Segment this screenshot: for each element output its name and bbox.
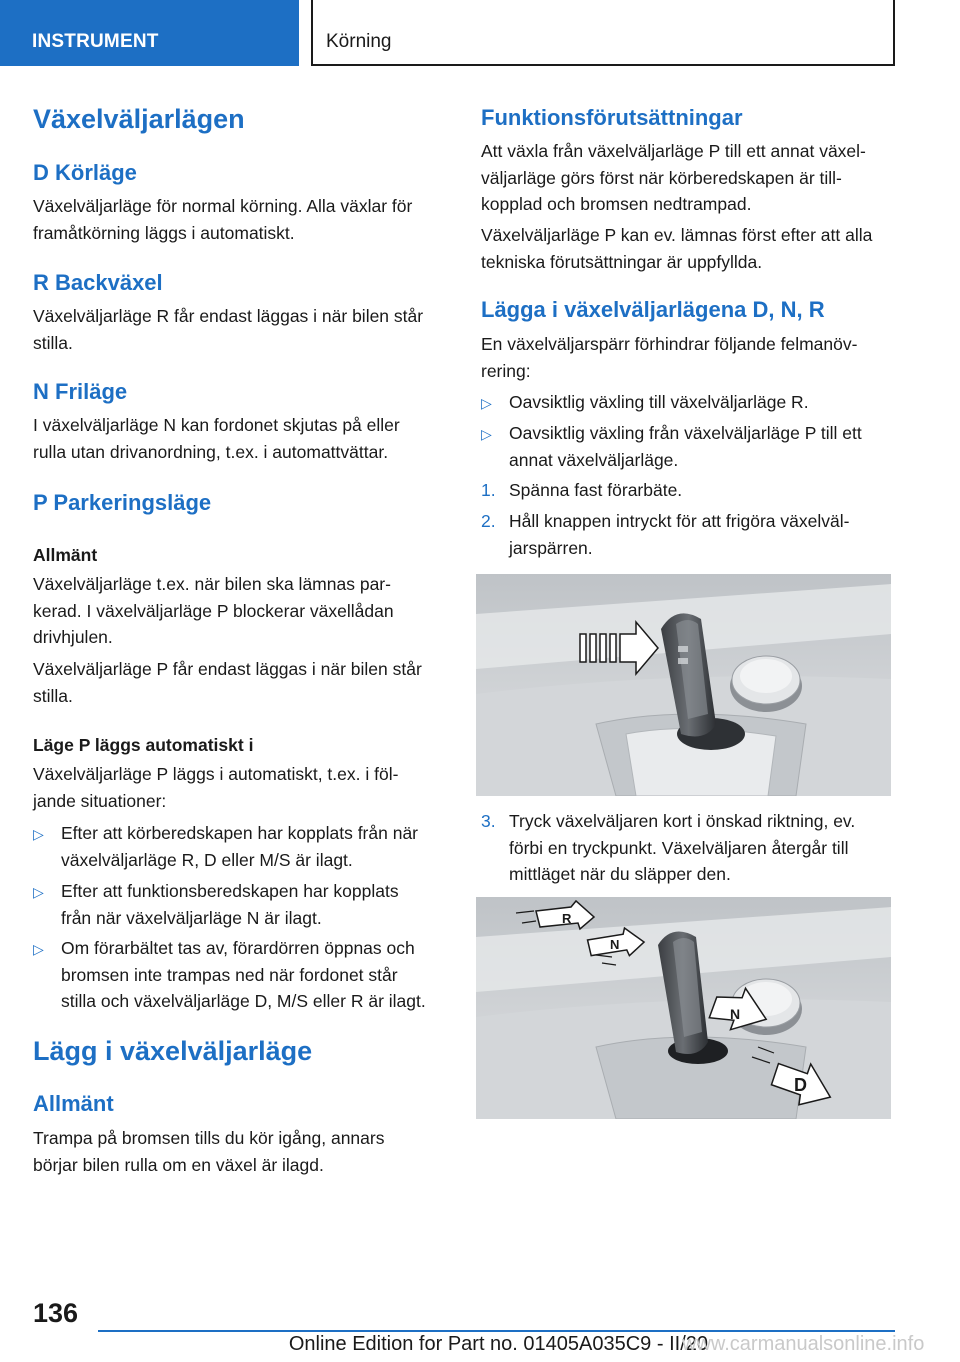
text-line: En växelväljarspärr förhindrar följande felmanöv- bbox=[481, 334, 858, 354]
paragraph-park-general-1 bbox=[33, 571, 394, 651]
text-line: väljarläge görs först när körberedskapen är till- bbox=[481, 167, 842, 188]
arrow-label-r: R bbox=[562, 911, 572, 926]
paragraph-r-reverse bbox=[33, 303, 423, 356]
watermark: www.carmanualsonline.info bbox=[682, 1333, 925, 1355]
subheading-park-auto: Läge P läggs automatiskt i bbox=[33, 735, 254, 755]
text-line: från när växelväljarläge N är ilagt. bbox=[61, 907, 322, 928]
figure-gear-selector-directions bbox=[476, 897, 891, 1119]
text-line: Efter att körberedskapen har kopplats från när bbox=[61, 823, 419, 843]
section-tab bbox=[0, 0, 299, 66]
paragraph-engage bbox=[33, 1125, 384, 1178]
text-line: annat växelväljarläge. bbox=[509, 449, 679, 470]
text-line: Växelväljarläge P kan ev. lämnas först efter att alla bbox=[481, 225, 873, 245]
arrow-label-d: D bbox=[794, 1075, 807, 1095]
text-line: mittläget när du släpper den. bbox=[509, 864, 731, 884]
gear-directions-illustration bbox=[476, 897, 891, 1119]
text-line: I växelväljarläge N kan fordonet skjutas på eller bbox=[33, 415, 400, 435]
text-line: Tryck växelväljaren kort i önskad riktning, ev. bbox=[509, 811, 856, 831]
text-line: bromsen inte trampas ned när fordonet står bbox=[61, 964, 398, 985]
text-line: rering: bbox=[481, 360, 531, 381]
section-label: INSTRUMENT bbox=[32, 31, 159, 52]
arrow-label-n-side: N bbox=[730, 1006, 741, 1022]
text-line: Om förarbältet tas av, förardörren öppnas och bbox=[61, 938, 415, 958]
text-line: stilla och växelväljarläge D, M/S eller R är ilagt. bbox=[61, 991, 426, 1011]
text-line: stilla. bbox=[33, 332, 73, 353]
footer-divider bbox=[98, 1330, 895, 1332]
bullet-triangle-icon: ▷ bbox=[33, 884, 44, 900]
text-line: Trampa på bromsen tills du kör igång, annars bbox=[33, 1128, 385, 1148]
page-number: 136 bbox=[33, 1298, 79, 1328]
text-line: stilla. bbox=[33, 685, 73, 706]
paragraph-n-neutral bbox=[33, 412, 400, 465]
page-header bbox=[0, 0, 960, 66]
arrow-label-n-top: N bbox=[610, 937, 620, 952]
figure-gear-selector-unlock bbox=[476, 574, 891, 796]
heading-p-park: P Parkeringsläge bbox=[33, 490, 212, 515]
text-line: Oavsiktlig växling till växelväljarläge R. bbox=[509, 392, 809, 412]
bullet-triangle-icon: ▷ bbox=[481, 426, 492, 442]
bullet-triangle-icon: ▷ bbox=[33, 941, 44, 957]
text-line: framåtkörning läggs i automatiskt. bbox=[33, 222, 295, 243]
text-line: Efter att funktionsberedskapen har kopplats bbox=[61, 881, 399, 901]
text-line: Spänna fast förarbäte. bbox=[509, 480, 683, 500]
subheading-general-park: Allmänt bbox=[33, 545, 98, 565]
text-line: jande situationer: bbox=[33, 790, 167, 811]
heading-r-reverse: R Backväxel bbox=[33, 270, 163, 295]
heading-general-engage: Allmänt bbox=[33, 1091, 114, 1116]
text-line: jarspärren. bbox=[509, 537, 593, 558]
text-line: förbi en tryckpunkt. Växelväljaren återgår till bbox=[509, 837, 849, 858]
text-line: Växelväljarläge P läggs i automatiskt, t.ex. i föl- bbox=[33, 764, 399, 784]
paragraph-d-drive bbox=[33, 193, 412, 246]
heading-n-neutral: N Friläge bbox=[33, 379, 128, 404]
gear-selector-illustration bbox=[476, 574, 891, 796]
edition-label: Online Edition for Part no. 01405A035C9 - II/20 bbox=[288, 1333, 708, 1355]
step-number: 2. bbox=[481, 511, 496, 531]
bullet-triangle-icon: ▷ bbox=[33, 826, 44, 842]
step-number: 3. bbox=[481, 811, 496, 831]
text-line: Att växla från växelväljarläge P till ett annat växel- bbox=[481, 141, 866, 161]
text-line: kerad. I växelväljarläge P blockerar växellådan bbox=[33, 600, 394, 621]
text-line: rulla utan drivanordning, t.ex. i automattvättar. bbox=[33, 441, 389, 462]
text-line: Växelväljarläge för normal körning. Alla växlar för bbox=[33, 196, 413, 216]
paragraph-dnr bbox=[481, 331, 857, 384]
text-line: börjar bilen rulla om en växel är ilagd. bbox=[33, 1154, 324, 1175]
section-title-engage-gear: Lägg i växelväljarläge bbox=[33, 1036, 313, 1066]
text-line: drivhjulen. bbox=[33, 627, 113, 647]
text-line: kopplad och bromsen nedtrampad. bbox=[481, 194, 752, 214]
text-line: Håll knappen intryckt för att frigöra växelväl- bbox=[509, 511, 850, 531]
paragraph-park-auto bbox=[33, 761, 398, 814]
paragraph-park-general-2 bbox=[33, 656, 422, 709]
paragraph-function-2 bbox=[481, 222, 872, 275]
heading-d-drive: D Körläge bbox=[33, 160, 137, 185]
text-line: tekniska förutsättningar är uppfyllda. bbox=[481, 251, 763, 272]
heading-function-requirements: Funktionsförutsättningar bbox=[481, 105, 743, 130]
text-line: växelväljarläge R, D eller M/S är ilagt. bbox=[61, 849, 353, 870]
bullet-triangle-icon: ▷ bbox=[481, 395, 492, 411]
text-line: Växelväljarläge t.ex. när bilen ska lämnas par- bbox=[33, 574, 391, 594]
section-title-gear-positions: Växelväljarlägen bbox=[33, 104, 245, 134]
heading-engage-dnr: Lägga i växelväljarlägena D, N, R bbox=[481, 297, 825, 322]
paragraph-function-1 bbox=[481, 138, 866, 218]
topic-box bbox=[311, 0, 895, 66]
topic-label: Körning bbox=[326, 31, 392, 52]
step-number: 1. bbox=[481, 480, 496, 500]
text-line: Växelväljarläge P får endast läggas i när bilen står bbox=[33, 659, 422, 679]
text-line: Oavsiktlig växling från växelväljarläge P till ett bbox=[509, 423, 862, 443]
text-line: Växelväljarläge R får endast läggas i när bilen står bbox=[33, 306, 424, 326]
